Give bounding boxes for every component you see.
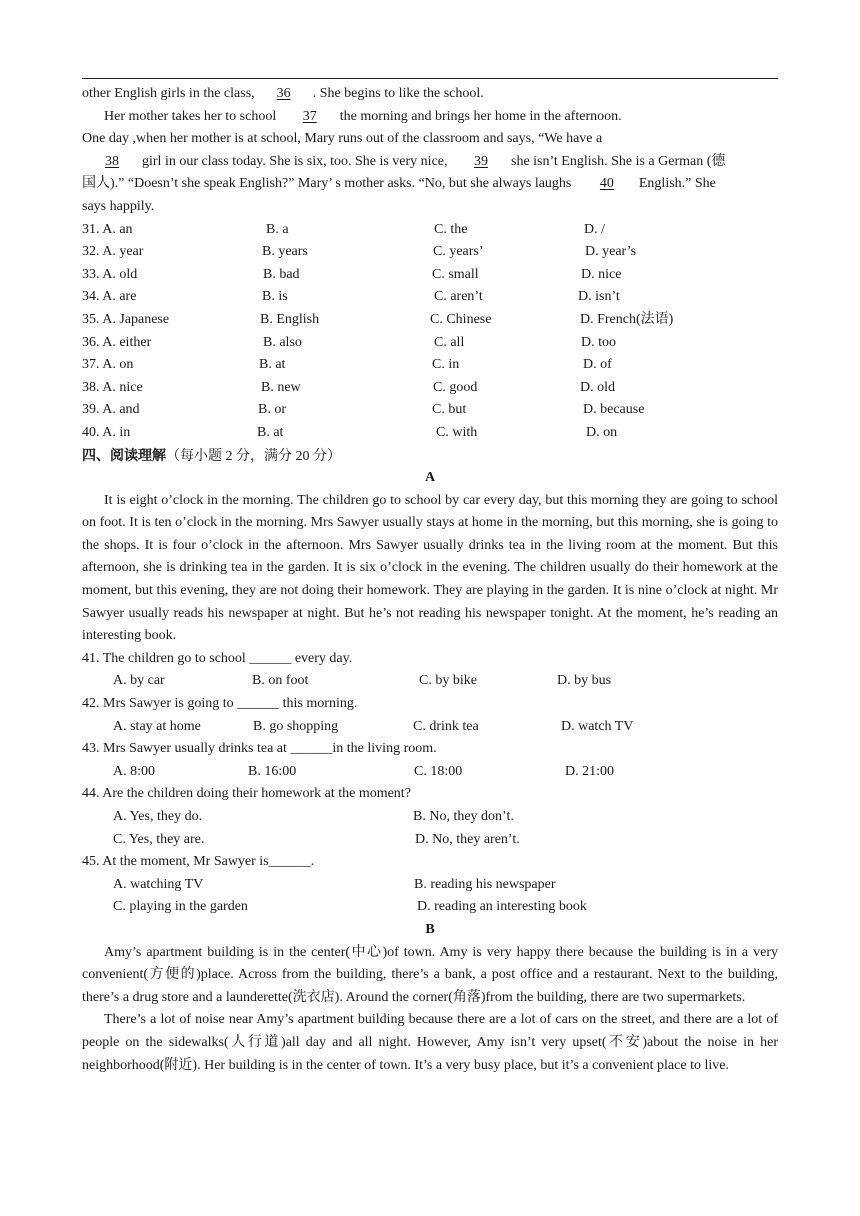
- passage-b-paragraph-2: There’s a lot of noise near Amy’s apartment building because there are a lot of cars on the street, and there are a lot of people on the sidewalks(人行道)all day and all night. However, Amy isn’t very upset(不安)about the noise in her neighborhood(附近). Her building is in the center of town. It’s a very busy place, but it’s a convenient place to live.: [82, 1012, 778, 1073]
- question-35: 35. A. Japanese B. English C. Chinese D. French(法语): [82, 311, 674, 327]
- question-44-stem: 44. Are the children doing their homework at the moment?: [82, 786, 411, 802]
- question-41-stem: 41. The children go to school ______ every day.: [82, 650, 353, 666]
- question-45-options-1: A. watching TV B. reading his newspaper: [113, 876, 556, 892]
- question-42-options: A. stay at home B. go shopping C. drink tea D. watch TV: [113, 718, 634, 734]
- passage-a-text: It is eight o’clock in the morning. The children go to school by car every day, but this morning they are going to school on foot. It is ten o’clock in the morning. Mrs Sawyer usually stays at home in the morning, but this morning, she is going to the shops. It is four o’clock in the afternoon. Mrs Sawyer usually drinks tea in the living room at the moment. But this afternoon, she is drinking tea in the garden. It is six o’clock in the evening. The children usually do their homework at the moment, but this evening, they are not doing their homework. They are playing in the garden. It is nine o’clock at night. Mr Sawyer usually reads his newspaper at night. But he’s not reading his newspaper tonight. At the moment, he’s reading an interesting book.: [82, 492, 778, 644]
- question-38: 38. A. nice B. new C. good D. old: [82, 379, 615, 395]
- passage-b-label: B: [425, 921, 435, 937]
- cloze-line-4: 38 girl in our class today. She is six, too. She is very nice, 39 she isn’t English. She is a German (德: [82, 151, 778, 174]
- question-36: 36. A. either B. also C. all D. too: [82, 334, 616, 350]
- passage-a-label: A: [424, 470, 436, 486]
- section-heading: 四、阅读理解（每小题 2 分，满分 20 分）: [82, 447, 341, 464]
- cloze-line-5: 国人).” “Doesn’t she speak English?” Mary’ s mother asks. “No, but she always laughs 40 English.” She: [82, 173, 778, 196]
- cloze-line-6: says happily.: [82, 198, 155, 214]
- question-34: 34. A. are B. is C. aren’t D. isn’t: [82, 289, 620, 305]
- question-44-options-2: C. Yes, they are. D. No, they aren’t.: [113, 831, 520, 847]
- question-43-stem: 43. Mrs Sawyer usually drinks tea at ______in the living room.: [82, 741, 437, 757]
- blank-37: 37: [302, 108, 317, 124]
- question-43-options: A. 8:00 B. 16:00 C. 18:00 D. 21:00: [113, 763, 614, 779]
- blank-39: 39: [474, 153, 488, 169]
- question-41-options: A. by car B. on foot C. by bike D. by bus: [113, 673, 612, 689]
- question-31: 31. A. an B. a C. the D. /: [82, 221, 605, 237]
- blank-40: 40: [599, 176, 614, 192]
- question-40: 40. A. in B. at C. with D. on: [82, 424, 618, 440]
- blank-36: 36: [276, 86, 291, 101]
- question-39: 39. A. and B. or C. but D. because: [82, 402, 645, 418]
- question-37: 37. A. on B. at C. in D. of: [82, 357, 612, 373]
- cloze-options: [82, 219, 778, 445]
- cloze-line-3: One day ,when her mother is at school, Mary runs out of the classroom and says, “We have a: [82, 131, 603, 147]
- cloze-line-1: other English girls in the class, 36 . She begins to like the school.: [82, 83, 778, 106]
- passage-b-paragraph-1: Amy’s apartment building is in the center(中心)of town. Amy is very happy there because the building is in a very convenient(方便的)place. Across from the building, there’s a bank, a post office and a restaurant. Next to the building, there’s a drug store and a launderette(洗衣店). Around the corner(角落)from the building, there are two supermarkets.: [82, 944, 778, 1005]
- top-rule: [82, 78, 778, 79]
- question-42-stem: 42. Mrs Sawyer is going to ______ this morning.: [82, 696, 358, 712]
- question-32: 32. A. year B. years C. years’ D. year’s: [82, 244, 637, 260]
- cloze-line-2: Her mother takes her to school 37 the morning and brings her home in the afternoon.: [82, 106, 778, 129]
- document-page: [82, 83, 778, 1077]
- question-45-stem: 45. At the moment, Mr Sawyer is______.: [82, 854, 315, 870]
- blank-38: 38: [105, 153, 119, 169]
- question-44-options-1: A. Yes, they do. B. No, they don’t.: [113, 809, 514, 824]
- question-45-options-2: C. playing in the garden D. reading an interesting book: [113, 899, 587, 915]
- question-33: 33. A. old B. bad C. small D. nice: [82, 266, 622, 282]
